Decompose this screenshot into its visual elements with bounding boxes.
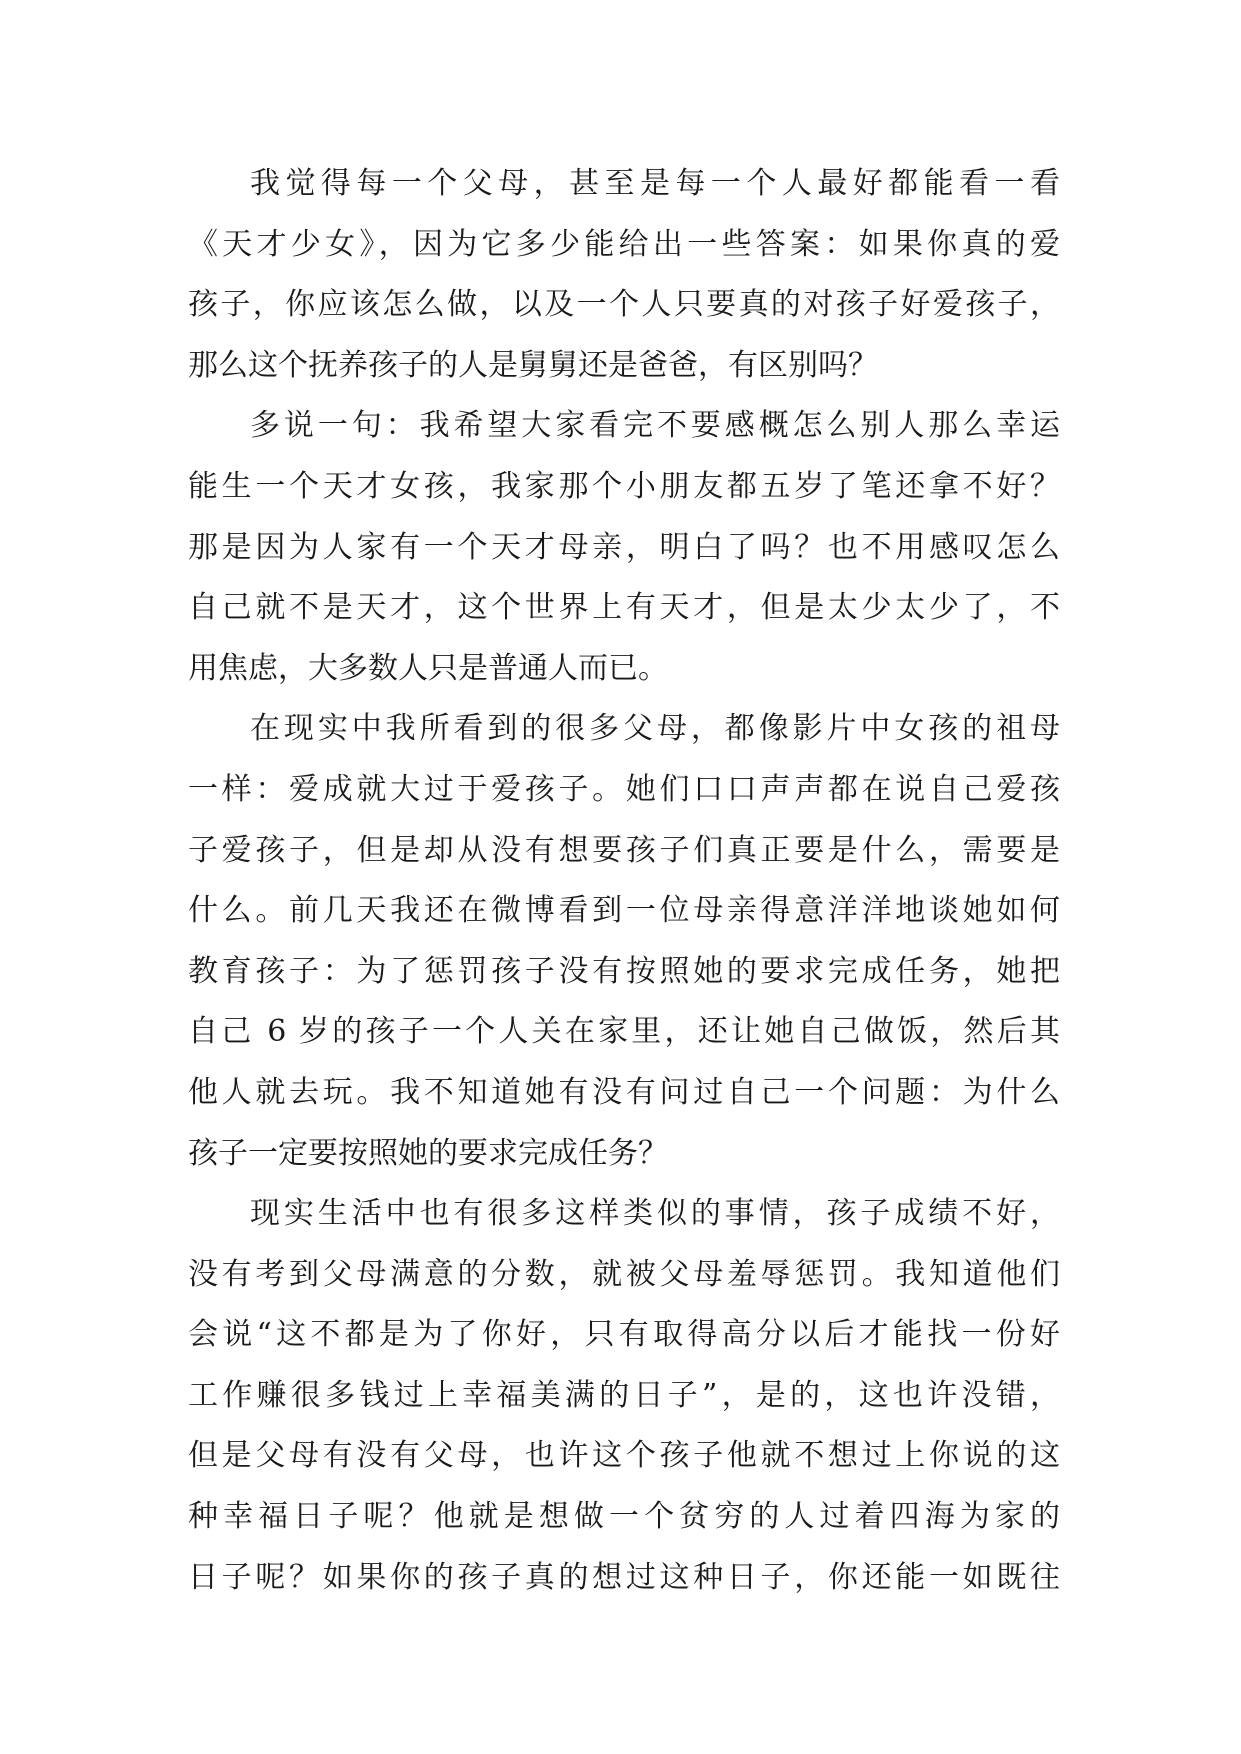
paragraph-3-line-8: 孩子一定要按照她的要求完成任务？: [188, 1135, 668, 1171]
paragraph-4-line-7: 日子呢？如果你的孩子真的想过这种日子，你还能一如既往: [188, 1559, 1060, 1595]
document-body: [188, 154, 1060, 1608]
paragraph-4-line-3: 会说“这不都是为了你好，只有取得高分以后才能找一份好: [188, 1317, 1060, 1353]
paragraph-4-line-6: 种幸福日子呢？他就是想做一个贫穷的人过着四海为家的: [188, 1499, 1060, 1535]
paragraph-2-line-3: 那是因为人家有一个天才母亲，明白了吗？也不用感叹怎么: [188, 529, 1060, 565]
paragraph-4-line-5: 但是父母有没有父母，也许这个孩子他就不想过上你说的这: [188, 1438, 1060, 1474]
paragraph-1-line-4: 那么这个抚养孩子的人是舅舅还是爸爸，有区别吗？: [188, 347, 878, 383]
paragraph-3-line-5: 教育孩子：为了惩罚孩子没有按照她的要求完成任务，她把: [188, 953, 1060, 989]
paragraph-3-line-1: 在现实中我所看到的很多父母，都像影片中女孩的祖母: [250, 711, 1060, 747]
paragraph-3-line-7: 他人就去玩。我不知道她有没有问过自己一个问题：为什么: [188, 1074, 1060, 1110]
paragraph-3-line-2: 一样：爱成就大过于爱孩子。她们口口声声都在说自己爱孩: [188, 771, 1060, 807]
paragraph-3-line-4: 什么。前几天我还在微博看到一位母亲得意洋洋地谈她如何: [188, 893, 1060, 929]
paragraph-2-line-5: 用焦虑，大多数人只是普通人而已。: [188, 650, 668, 686]
paragraph-1-line-1: 我觉得每一个父母，甚至是每一个人最好都能看一看: [250, 166, 1060, 201]
paragraph-2-line-4: 自己就不是天才，这个世界上有天才，但是太少太少了，不: [188, 590, 1060, 626]
paragraph-2-line-1: 多说一句：我希望大家看完不要感概怎么别人那么幸运: [250, 408, 1060, 444]
paragraph-3-line-3: 子爱孩子，但是却从没有想要孩子们真正要是什么，需要是: [188, 832, 1060, 868]
paragraph-1-line-3: 孩子，你应该怎么做，以及一个人只要真的对孩子好爱孩子，: [188, 287, 1060, 323]
paragraph-2-line-2: 能生一个天才女孩，我家那个小朋友都五岁了笔还拿不好？: [188, 468, 1060, 504]
paragraph-4-line-1: 现实生活中也有很多这样类似的事情，孩子成绩不好，: [250, 1196, 1060, 1232]
paragraph-1-line-2: 《天才少女》，因为它多少能给出一些答案：如果你真的爱: [188, 226, 1060, 262]
paragraph-3-line-6: 自己 6 岁的孩子一个人关在家里，还让她自己做饭，然后其: [188, 1014, 1060, 1050]
paragraph-4-line-4: 工作赚很多钱过上幸福美满的日子”，是的，这也许没错，: [188, 1377, 1060, 1413]
paragraph-4-line-2: 没有考到父母满意的分数，就被父母羞辱惩罚。我知道他们: [188, 1256, 1060, 1292]
